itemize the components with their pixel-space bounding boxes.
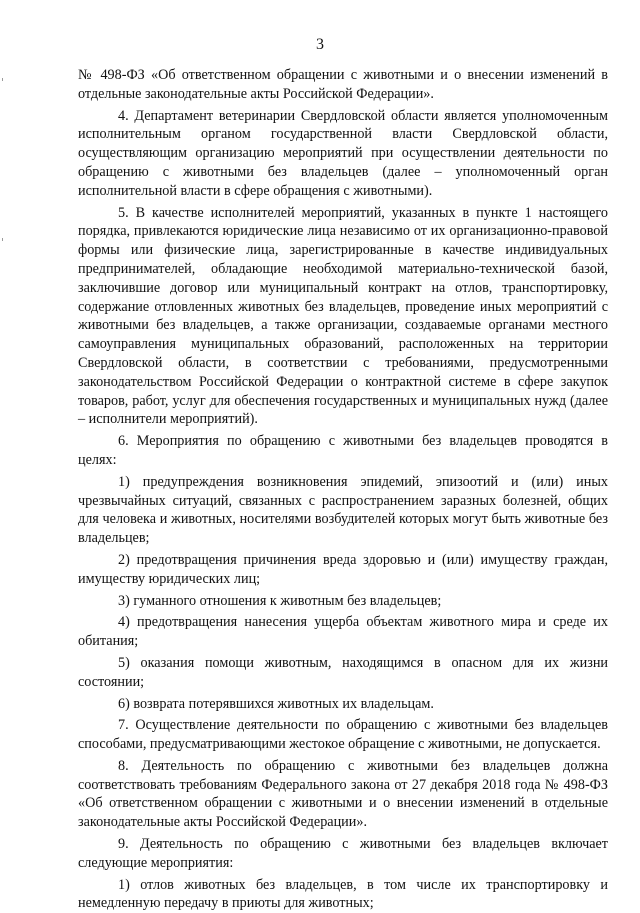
subitem-6-4: 4) предотвращения нанесения ущерба объектам животного мира и среде их обитания;	[78, 614, 608, 650]
paragraph-item-6: 6. Мероприятия по обращению с животными без владельцев проводятся в целях:	[78, 433, 608, 468]
subitem-6-2: 2) предотвращения причинения вреда здоровью и (или) имуществу граждан, имуществу юридических лиц;	[78, 551, 608, 587]
subitem-6-3: 3) гуманного отношения к животным без владельцев;	[118, 592, 442, 609]
margin-mark	[2, 238, 3, 241]
document-body	[78, 66, 608, 913]
subitem-6-1: 1) предупреждения возникновения эпидемий, эпизоотий и (или) иных чрезвычайных ситуаций, связанных с распространением заразных болезней, общих для человека и животных, носителями возбудителей которых могут быть животные без владельцев;	[78, 473, 608, 547]
paragraph-item-5: 5. В качестве исполнителей мероприятий, указанных в пункте 1 настоящего порядка, привлекаются юридические лица независимо от их организационно-правовой формы или физические лица, зарегистрированные в качестве индивидуальных предпринимателей, обладающие необходимой материально-технической базой, заключившие договор или муниципальный контракт на отлов, транспортировку, содержание отловленных животных без владельцев, проведение иных мероприятий с животными без владельцев, а также организации, создаваемые органами местного самоуправления муниципальных образований, расположенных на территории Свердловской области, в соответствии с требованиями, предусмотренными законодательством Российской Федерации о контрактной системе в сфере закупок товаров, работ, услуг для обеспечения государственных и муниципальных нужд (далее – исполнители мероприятий).	[78, 204, 608, 428]
subitem-6-5: 5) оказания помощи животным, находящимся в опасном для их жизни состоянии;	[78, 654, 608, 690]
paragraph-item-7: 7. Осуществление деятельности по обращению с животными без владельцев способами, предусматривающими жестокое обращение с животными, не допускается.	[78, 717, 608, 753]
margin-mark	[2, 78, 3, 81]
paragraph-continuation: № 498-ФЗ «Об ответственном обращении с животными и о внесении изменений в отдельные законодательные акты Российской Федерации».	[78, 67, 608, 102]
page-number: 3	[316, 36, 324, 53]
subitem-9-1: 1) отлов животных без владельцев, в том числе их транспортировку и немедленную передачу в приюты для животных;	[78, 876, 608, 912]
subitem-6-6: 6) возврата потерявшихся животных их владельцам.	[118, 695, 434, 712]
paragraph-item-4: 4. Департамент ветеринарии Свердловской области является уполномоченным исполнительным органом государственной власти Свердловской области, осуществляющим организацию мероприятий при осуществлении деятельности по обращению с животными без владельцев (далее – уполномоченный орган исполнительной власти в сфере обращения с животными).	[78, 107, 608, 199]
paragraph-item-8: 8. Деятельность по обращению с животными без владельцев должна соответствовать требованиям Федерального закона от 27 декабря 2018 года № 498-ФЗ «Об ответственном обращении с животными и о внесении изменений в отдельные законодательные акты Российской Федерации».	[78, 757, 608, 831]
paragraph-item-9: 9. Деятельность по обращению с животными без владельцев включает следующие мероприятия:	[78, 836, 608, 871]
